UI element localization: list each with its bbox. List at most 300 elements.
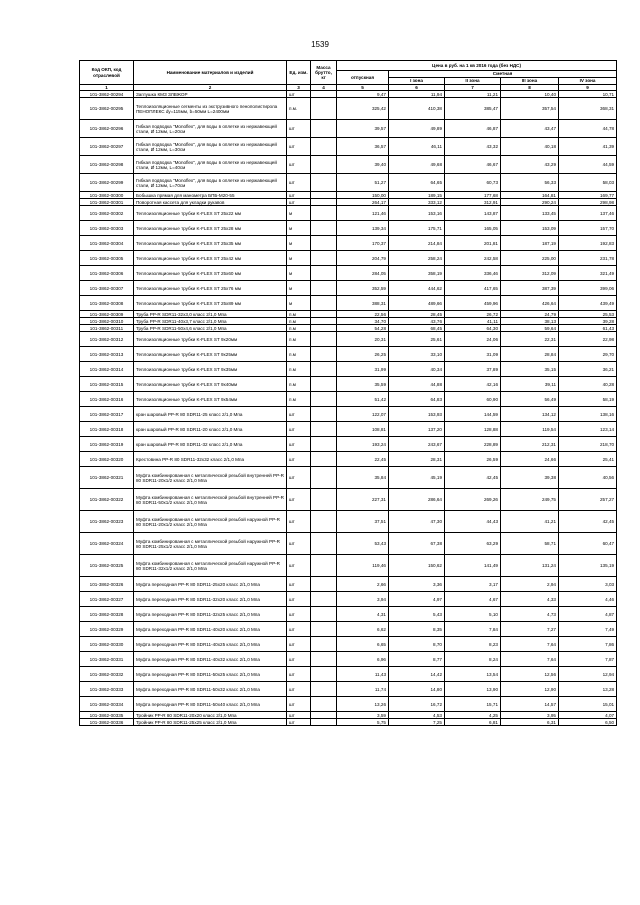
cell-mass	[311, 592, 337, 607]
cell-zone-4-price: 4,87	[559, 607, 617, 622]
cell-mass	[311, 236, 337, 251]
table-row	[80, 138, 617, 156]
cell-unit: м	[287, 281, 311, 296]
table-row	[80, 266, 617, 281]
cell-unit: шт	[287, 452, 311, 467]
column-number: 3	[287, 85, 311, 91]
cell-release-price: 3,59	[337, 712, 389, 719]
cell-mass	[311, 174, 337, 192]
cell-code: 101-3862-00307	[80, 281, 134, 296]
table-row	[80, 697, 617, 712]
cell-unit: шт	[287, 120, 311, 138]
cell-unit: шт	[287, 489, 311, 511]
cell-zone-3-price: 56,49	[501, 392, 559, 407]
table-row	[80, 622, 617, 637]
cell-mass	[311, 607, 337, 622]
cell-mass	[311, 311, 337, 318]
cell-mass	[311, 577, 337, 592]
cell-name: Теплоизоляционные трубки K-FLEX ST 9х40мм	[134, 377, 287, 392]
table-row	[80, 467, 617, 489]
cell-code: 101-3862-00323	[80, 511, 134, 533]
cell-zone-1-price: 43,76	[389, 318, 445, 325]
header-unit: Ед. изм.	[287, 61, 311, 85]
cell-code: 101-3862-00317	[80, 407, 134, 422]
cell-zone-4-price: 13,28	[559, 682, 617, 697]
cell-zone-1-price: 16,72	[389, 697, 445, 712]
cell-unit: шт	[287, 156, 311, 174]
header-code: Код ОКП, код отраслевой	[80, 61, 134, 85]
table-row	[80, 533, 617, 555]
header-mass: Масса брутто, кг	[311, 61, 337, 85]
cell-zone-4-price: 58,19	[559, 392, 617, 407]
cell-unit: шт	[287, 511, 311, 533]
cell-zone-1-price: 243,67	[389, 437, 445, 452]
cell-mass	[311, 422, 337, 437]
cell-zone-1-price: 49,89	[389, 120, 445, 138]
cell-zone-4-price: 157,70	[559, 221, 617, 236]
cell-zone-2-price: 63,29	[445, 533, 501, 555]
cell-zone-3-price: 212,31	[501, 437, 559, 452]
cell-name: Муфта переходная PP-R 80 SDR11-50х40 класс 2/1,0 Мпа	[134, 697, 287, 712]
cell-name: Теплоизоляционные трубки K-FLEX ST 25х89 мм	[134, 296, 287, 311]
cell-zone-2-price: 312,91	[445, 199, 501, 206]
cell-name: Гибкая подводка "Monoflex", для воды в оплетке из нержавеющей стали, Ø 12мм, L=30см	[134, 138, 287, 156]
cell-zone-4-price: 40,28	[559, 377, 617, 392]
cell-zone-3-price: 39,11	[501, 377, 559, 392]
table-row	[80, 719, 617, 726]
cell-name: Муфта переходная PP-R 80 SDR11-32х20 класс 2/1,0 Мпа	[134, 592, 287, 607]
cell-zone-3-price: 290,24	[501, 199, 559, 206]
cell-zone-2-price: 24,06	[445, 332, 501, 347]
cell-release-price: 193,24	[337, 437, 389, 452]
cell-zone-2-price: 143,87	[445, 206, 501, 221]
cell-unit: п.м.	[287, 98, 311, 120]
cell-mass	[311, 652, 337, 667]
cell-zone-1-price: 8,35	[389, 622, 445, 637]
cell-zone-2-price: 60,90	[445, 392, 501, 407]
cell-unit: шт	[287, 697, 311, 712]
cell-zone-1-price: 153,93	[389, 407, 445, 422]
cell-zone-3-price: 357,54	[501, 98, 559, 120]
cell-zone-4-price: 60,47	[559, 533, 617, 555]
cell-name: Муфта комбинированная с металлической резьбой наружной PP-R 80 SDR11-20х1/2 класс 2/1,0 Мпа	[134, 511, 287, 533]
cell-name: Теплоизоляционные трубки K-FLEX ST 9х35мм	[134, 362, 287, 377]
price-table	[79, 60, 617, 726]
cell-release-price: 139,34	[337, 221, 389, 236]
column-number: 8	[501, 85, 559, 91]
cell-code: 101-3862-00315	[80, 377, 134, 392]
cell-unit: п.м	[287, 325, 311, 332]
cell-unit: шт	[287, 712, 311, 719]
cell-zone-2-price: 3,17	[445, 577, 501, 592]
cell-unit: шт	[287, 407, 311, 422]
cell-name: кран шаровый PP-R 80 SDR11-25 класс 2/1,0 Мпа	[134, 407, 287, 422]
table-row	[80, 592, 617, 607]
cell-name: Труба PP-R SDR11-50х4,6 класс 2/1,0 Мпа	[134, 325, 287, 332]
cell-zone-3-price: 131,24	[501, 555, 559, 577]
cell-unit: шт	[287, 637, 311, 652]
cell-mass	[311, 120, 337, 138]
cell-mass	[311, 206, 337, 221]
cell-code: 101-3862-00305	[80, 251, 134, 266]
table-row	[80, 422, 617, 437]
cell-zone-2-price: 128,88	[445, 422, 501, 437]
cell-zone-1-price: 14,80	[389, 682, 445, 697]
cell-code: 101-3862-00329	[80, 622, 134, 637]
table-row	[80, 251, 617, 266]
cell-release-price: 5,75	[337, 719, 389, 726]
cell-zone-2-price: 141,49	[445, 555, 501, 577]
cell-mass	[311, 407, 337, 422]
cell-unit: шт	[287, 682, 311, 697]
cell-code: 101-3862-00306	[80, 266, 134, 281]
table-row	[80, 555, 617, 577]
table-row	[80, 607, 617, 622]
cell-zone-3-price: 3,95	[501, 712, 559, 719]
cell-zone-3-price: 58,71	[501, 533, 559, 555]
cell-unit: п.м	[287, 392, 311, 407]
column-number: 9	[559, 85, 617, 91]
table-row	[80, 362, 617, 377]
cell-name: Теплоизоляционные трубки K-FLEX ST 25х35 мм	[134, 236, 287, 251]
cell-name: Поворотная кассета для укладки рукавов	[134, 199, 287, 206]
cell-name: Теплоизоляционные трубки K-FLEX ST 25х22 мм	[134, 206, 287, 221]
table-row	[80, 682, 617, 697]
cell-zone-1-price: 64,83	[389, 392, 445, 407]
table-row	[80, 206, 617, 221]
table-row	[80, 637, 617, 652]
cell-release-price: 6,62	[337, 622, 389, 637]
cell-zone-3-price: 40,18	[501, 138, 559, 156]
cell-unit: шт	[287, 437, 311, 452]
cell-zone-3-price: 4,33	[501, 592, 559, 607]
cell-mass	[311, 347, 337, 362]
cell-release-price: 4,31	[337, 607, 389, 622]
table-row	[80, 452, 617, 467]
cell-release-price: 170,37	[337, 236, 389, 251]
cell-release-price: 13,26	[337, 697, 389, 712]
cell-name: Теплоизоляционные трубки K-FLEX ST 25х60 мм	[134, 266, 287, 281]
cell-zone-3-price: 28,84	[501, 347, 559, 362]
cell-zone-1-price: 47,30	[389, 511, 445, 533]
cell-unit: шт	[287, 555, 311, 577]
cell-code: 101-3862-00301	[80, 199, 134, 206]
header-name: Наименование материалов и изделий	[134, 61, 287, 85]
cell-name: Труба PP-R SDR11-40х3,7 класс 2/1,0 Мпа	[134, 318, 287, 325]
table-row	[80, 236, 617, 251]
table-row	[80, 296, 617, 311]
cell-zone-4-price: 44,59	[559, 156, 617, 174]
cell-zone-2-price: 44,43	[445, 511, 501, 533]
header-zone-4: IV зона	[559, 78, 617, 85]
cell-zone-4-price: 25,41	[559, 452, 617, 467]
cell-code: 101-3862-00296	[80, 120, 134, 138]
table-row	[80, 318, 617, 325]
cell-name: Теплоизоляционные трубки K-FLEX ST 25х42 мм	[134, 251, 287, 266]
cell-zone-1-price: 11,94	[389, 91, 445, 98]
cell-zone-1-price: 258,24	[389, 251, 445, 266]
cell-release-price: 51,42	[337, 392, 389, 407]
table-header	[80, 61, 617, 91]
cell-zone-1-price: 489,66	[389, 296, 445, 311]
cell-zone-4-price: 192,83	[559, 236, 617, 251]
cell-mass	[311, 156, 337, 174]
cell-release-price: 31,99	[337, 362, 389, 377]
cell-zone-1-price: 286,64	[389, 489, 445, 511]
cell-name: Гибкая подводка "Monoflex", для воды в оплетке из нержавеющей стали, Ø 12мм, L=40см	[134, 156, 287, 174]
cell-code: 101-3862-00303	[80, 221, 134, 236]
cell-release-price: 39,57	[337, 120, 389, 138]
cell-name: Муфта переходная PP-R 80 SDR11-40х25 класс 2/1,0 Мпа	[134, 637, 287, 652]
table-row	[80, 311, 617, 318]
cell-name: Теплоизоляционные трубки K-FLEX ST 9х54мм	[134, 392, 287, 407]
cell-name: Теплоизоляционные трубки K-FLEX ST 9х25мм	[134, 347, 287, 362]
cell-release-price: 35,59	[337, 377, 389, 392]
page-number: 1539	[311, 40, 329, 49]
cell-name: Теплоизоляционные трубки K-FLEX ST 25х28 мм	[134, 221, 287, 236]
cell-code: 101-3862-00304	[80, 236, 134, 251]
cell-release-price: 227,31	[337, 489, 389, 511]
cell-zone-2-price: 43,32	[445, 138, 501, 156]
cell-zone-1-price: 137,20	[389, 422, 445, 437]
cell-zone-1-price: 333,12	[389, 199, 445, 206]
table-body	[80, 91, 617, 726]
cell-zone-1-price: 4,53	[389, 712, 445, 719]
cell-zone-1-price: 214,84	[389, 236, 445, 251]
cell-mass	[311, 437, 337, 452]
cell-zone-2-price: 4,25	[445, 712, 501, 719]
cell-code: 101-3862-00318	[80, 422, 134, 437]
cell-mass	[311, 199, 337, 206]
cell-name: Теплоизоляционные сегменты из экструзивного пенополистирола ПЕНОПЛЕКС dy=115мм, b=50мм L=2400мм	[134, 98, 287, 120]
table-row	[80, 174, 617, 192]
cell-name: Гибкая подводка "Monoflex", для воды в оплетке из нержавеющей стали, Ø 12мм, L=70см	[134, 174, 287, 192]
cell-zone-3-price: 249,75	[501, 489, 559, 511]
cell-zone-1-price: 8,77	[389, 652, 445, 667]
cell-unit: шт	[287, 199, 311, 206]
cell-name: кран шаровый PP-R 80 SDR11-32 класс 2/1,0 Мпа	[134, 437, 287, 452]
cell-release-price: 22,45	[337, 452, 389, 467]
cell-zone-3-price: 10,40	[501, 91, 559, 98]
cell-release-price: 352,59	[337, 281, 389, 296]
cell-unit: м	[287, 206, 311, 221]
cell-zone-2-price: 7,84	[445, 622, 501, 637]
cell-zone-2-price: 4,67	[445, 592, 501, 607]
table-row	[80, 377, 617, 392]
cell-zone-1-price: 444,62	[389, 281, 445, 296]
cell-zone-1-price: 49,68	[389, 156, 445, 174]
cell-zone-4-price: 10,71	[559, 91, 617, 98]
cell-mass	[311, 266, 337, 281]
cell-zone-3-price: 12,90	[501, 682, 559, 697]
table-row	[80, 652, 617, 667]
cell-zone-1-price: 64,65	[389, 174, 445, 192]
cell-release-price: 22,56	[337, 311, 389, 318]
table-row	[80, 392, 617, 407]
cell-code: 101-3862-00294	[80, 91, 134, 98]
cell-name: Муфта комбинированная с металлической резьбой наружной PP-R 80 SDR11-25х1/2 класс 2/1,0 Мпа	[134, 533, 287, 555]
table-row	[80, 332, 617, 347]
cell-zone-4-price: 368,31	[559, 98, 617, 120]
cell-unit: м	[287, 221, 311, 236]
cell-zone-4-price: 29,70	[559, 347, 617, 362]
cell-unit: шт	[287, 91, 311, 98]
cell-code: 101-3862-00328	[80, 607, 134, 622]
cell-unit: шт	[287, 667, 311, 682]
cell-code: 101-3862-00322	[80, 489, 134, 511]
cell-mass	[311, 682, 337, 697]
cell-unit: шт	[287, 422, 311, 437]
cell-zone-4-price: 137,46	[559, 206, 617, 221]
cell-mass	[311, 332, 337, 347]
cell-unit: м	[287, 296, 311, 311]
cell-zone-2-price: 8,24	[445, 652, 501, 667]
cell-zone-2-price: 165,05	[445, 221, 501, 236]
cell-zone-3-price: 312,09	[501, 266, 559, 281]
cell-zone-4-price: 257,27	[559, 489, 617, 511]
column-number: 5	[337, 85, 389, 91]
cell-zone-4-price: 58,03	[559, 174, 617, 192]
column-number: 7	[445, 85, 501, 91]
cell-zone-1-price: 46,11	[389, 138, 445, 156]
cell-zone-2-price: 6,81	[445, 719, 501, 726]
cell-zone-1-price: 68,45	[389, 325, 445, 332]
cell-zone-2-price: 26,59	[445, 452, 501, 467]
cell-zone-1-price: 14,42	[389, 667, 445, 682]
cell-zone-1-price: 189,15	[389, 192, 445, 199]
cell-code: 101-3862-00333	[80, 682, 134, 697]
cell-zone-1-price: 153,16	[389, 206, 445, 221]
cell-code: 101-3862-00334	[80, 697, 134, 712]
cell-code: 101-3862-00331	[80, 652, 134, 667]
cell-name: Труба PP-R SDR11-32х3,0 класс 2/1,0 Мпа	[134, 311, 287, 318]
cell-mass	[311, 281, 337, 296]
cell-code: 101-3862-00319	[80, 437, 134, 452]
cell-zone-4-price: 231,78	[559, 251, 617, 266]
cell-mass	[311, 325, 337, 332]
cell-code: 101-3862-00310	[80, 318, 134, 325]
cell-zone-2-price: 13,90	[445, 682, 501, 697]
cell-mass	[311, 667, 337, 682]
cell-zone-4-price: 36,21	[559, 362, 617, 377]
cell-zone-2-price: 46,87	[445, 120, 501, 138]
cell-zone-2-price: 42,16	[445, 377, 501, 392]
table-row	[80, 98, 617, 120]
cell-zone-1-price: 410,38	[389, 98, 445, 120]
cell-name: Муфта переходная PP-R 80 SDR11-50х32 класс 2/1,0 Мпа	[134, 682, 287, 697]
cell-zone-3-price: 387,39	[501, 281, 559, 296]
cell-zone-4-price: 7,87	[559, 652, 617, 667]
cell-name: кран шаровый PP-R 80 SDR11-20 класс 2/1,0 Мпа	[134, 422, 287, 437]
cell-release-price: 3,94	[337, 592, 389, 607]
cell-zone-1-price: 3,36	[389, 577, 445, 592]
cell-mass	[311, 392, 337, 407]
cell-code: 101-3862-00308	[80, 296, 134, 311]
cell-code: 101-3862-00313	[80, 347, 134, 362]
table-row	[80, 407, 617, 422]
cell-zone-1-price: 44,88	[389, 377, 445, 392]
cell-release-price: 122,07	[337, 407, 389, 422]
cell-zone-3-price: 134,12	[501, 407, 559, 422]
cell-name: Теплоизоляционные трубки K-FLEX ST 25х76 мм	[134, 281, 287, 296]
cell-zone-4-price: 298,98	[559, 199, 617, 206]
cell-code: 101-3862-00311	[80, 325, 134, 332]
cell-mass	[311, 362, 337, 377]
cell-release-price: 284,05	[337, 266, 389, 281]
cell-mass	[311, 318, 337, 325]
cell-zone-3-price: 153,09	[501, 221, 559, 236]
cell-release-price: 121,46	[337, 206, 389, 221]
cell-code: 101-3862-00316	[80, 392, 134, 407]
cell-mass	[311, 622, 337, 637]
cell-unit: шт	[287, 652, 311, 667]
table-row	[80, 511, 617, 533]
cell-zone-3-price: 22,31	[501, 332, 559, 347]
cell-zone-1-price: 25,61	[389, 332, 445, 347]
cell-zone-4-price: 135,19	[559, 555, 617, 577]
cell-release-price: 54,28	[337, 325, 389, 332]
cell-code: 101-3862-00300	[80, 192, 134, 199]
cell-code: 101-3862-00320	[80, 452, 134, 467]
cell-zone-3-price: 7,27	[501, 622, 559, 637]
cell-zone-3-price: 119,54	[501, 422, 559, 437]
cell-name: Муфта переходная PP-R 80 SDR11-32х25 класс 2/1,0 Мпа	[134, 607, 287, 622]
cell-name: Гибкая подводка "Monoflex", для воды в оплетке из нержавеющей стали, Ø 12мм, L=20см	[134, 120, 287, 138]
cell-mass	[311, 697, 337, 712]
cell-zone-2-price: 64,30	[445, 325, 501, 332]
cell-mass	[311, 91, 337, 98]
table-row	[80, 489, 617, 511]
cell-release-price: 11,43	[337, 667, 389, 682]
cell-release-price: 35,84	[337, 467, 389, 489]
cell-mass	[311, 511, 337, 533]
table-row	[80, 156, 617, 174]
cell-zone-3-price: 56,33	[501, 174, 559, 192]
cell-unit: шт	[287, 138, 311, 156]
cell-code: 101-3862-00330	[80, 637, 134, 652]
cell-name: Муфта комбинированная с металлической резьбой наружной PP-R 80 SDR11-32х1/2 класс 2/1,0 Мпа	[134, 555, 287, 577]
cell-name: Муфта переходная PP-R 80 SDR11-40х32 класс 2/1,0 Мпа	[134, 652, 287, 667]
cell-name: Тройник PP-R 80 SDR11-25х25 класс 2/1,0 Мпа	[134, 719, 287, 726]
table-row	[80, 347, 617, 362]
cell-zone-2-price: 11,21	[445, 91, 501, 98]
cell-zone-1-price: 5,43	[389, 607, 445, 622]
cell-zone-4-price: 39,28	[559, 318, 617, 325]
cell-unit: п.м	[287, 311, 311, 318]
cell-mass	[311, 712, 337, 719]
cell-zone-2-price: 5,10	[445, 607, 501, 622]
cell-mass	[311, 637, 337, 652]
cell-code: 101-3862-00321	[80, 467, 134, 489]
cell-zone-2-price: 385,47	[445, 98, 501, 120]
header-price-group: Цена в руб. на 1 кв 2016 года (без НДС)	[337, 61, 617, 71]
cell-release-price: 9,47	[337, 91, 389, 98]
cell-zone-4-price: 169,77	[559, 192, 617, 199]
cell-zone-1-price: 67,38	[389, 533, 445, 555]
cell-unit: шт	[287, 607, 311, 622]
table-row	[80, 437, 617, 452]
cell-code: 101-3862-00312	[80, 332, 134, 347]
cell-unit: шт	[287, 719, 311, 726]
cell-zone-2-price: 41,11	[445, 318, 501, 325]
cell-zone-2-price: 42,45	[445, 467, 501, 489]
cell-unit: шт	[287, 592, 311, 607]
column-number: 6	[389, 85, 445, 91]
cell-zone-4-price: 6,50	[559, 719, 617, 726]
cell-zone-4-price: 41,39	[559, 138, 617, 156]
cell-code: 101-3862-00325	[80, 555, 134, 577]
cell-zone-2-price: 46,67	[445, 156, 501, 174]
